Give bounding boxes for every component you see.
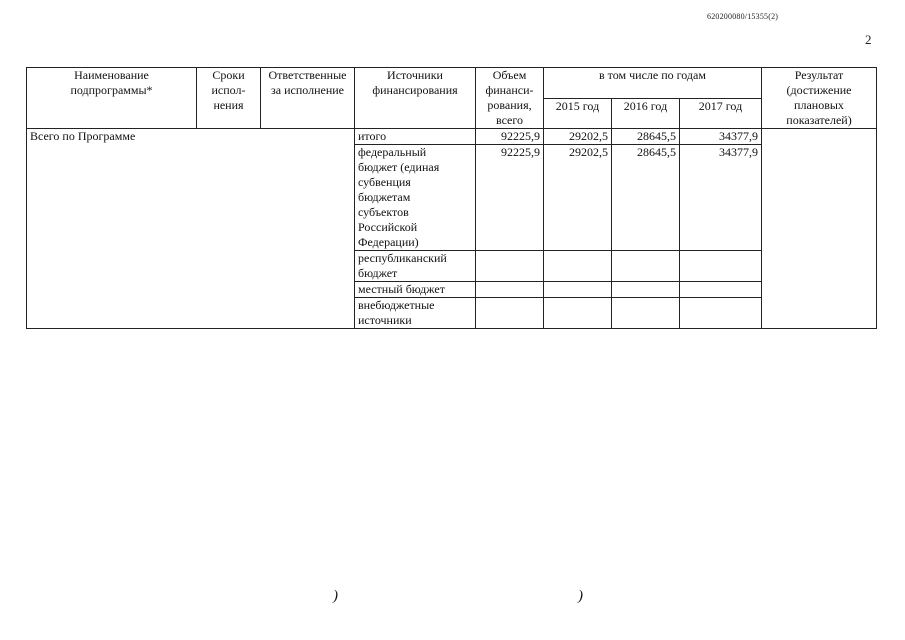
header-subprogram: Наименование подпрограммы*	[27, 68, 197, 129]
financing-table	[26, 67, 877, 329]
total-cell	[476, 251, 544, 282]
total-cell: 92225,9	[476, 145, 544, 251]
y2017-cell: 34377,9	[680, 145, 762, 251]
header-result: Результат (достижение плановых показателей)	[762, 68, 877, 129]
table-row	[27, 129, 877, 145]
y2016-cell: 28645,5	[612, 129, 680, 145]
source-cell: республиканский бюджет	[355, 251, 476, 282]
header-by-years: в том числе по годам	[544, 68, 762, 99]
source-cell: местный бюджет	[355, 282, 476, 298]
y2016-cell	[612, 298, 680, 329]
y2015-cell	[544, 282, 612, 298]
source-cell: федеральный бюджет (единая субвенция бюджетам субъектов Российской Федерации)	[355, 145, 476, 251]
y2016-cell: 28645,5	[612, 145, 680, 251]
header-year-2017: 2017 год	[680, 98, 762, 129]
page-number: 2	[865, 32, 872, 47]
header-responsible: Ответственные за исполнение	[261, 68, 355, 129]
header-row-1	[27, 68, 877, 99]
result-cell	[762, 129, 877, 329]
footer-mark: )	[578, 588, 583, 604]
y2016-cell	[612, 251, 680, 282]
y2017-cell	[680, 298, 762, 329]
y2017-cell: 34377,9	[680, 129, 762, 145]
document-id: 620200080/15355(2)	[707, 12, 779, 21]
header-sources: Источники финансирования	[355, 68, 476, 129]
y2017-cell	[680, 282, 762, 298]
y2015-cell	[544, 298, 612, 329]
header-year-2015: 2015 год	[544, 98, 612, 129]
program-label: Всего по Программе	[27, 129, 355, 329]
y2015-cell	[544, 251, 612, 282]
total-cell	[476, 298, 544, 329]
source-cell: внебюджетные источники	[355, 298, 476, 329]
footer-mark: )	[333, 588, 338, 604]
header-year-2016: 2016 год	[612, 98, 680, 129]
header-terms: Сроки испол- нения	[197, 68, 261, 129]
y2015-cell: 29202,5	[544, 129, 612, 145]
y2016-cell	[612, 282, 680, 298]
total-cell: 92225,9	[476, 129, 544, 145]
total-cell	[476, 282, 544, 298]
y2017-cell	[680, 251, 762, 282]
source-cell: итого	[355, 129, 476, 145]
header-volume: Объем финанси- рования, всего	[476, 68, 544, 129]
y2015-cell: 29202,5	[544, 145, 612, 251]
